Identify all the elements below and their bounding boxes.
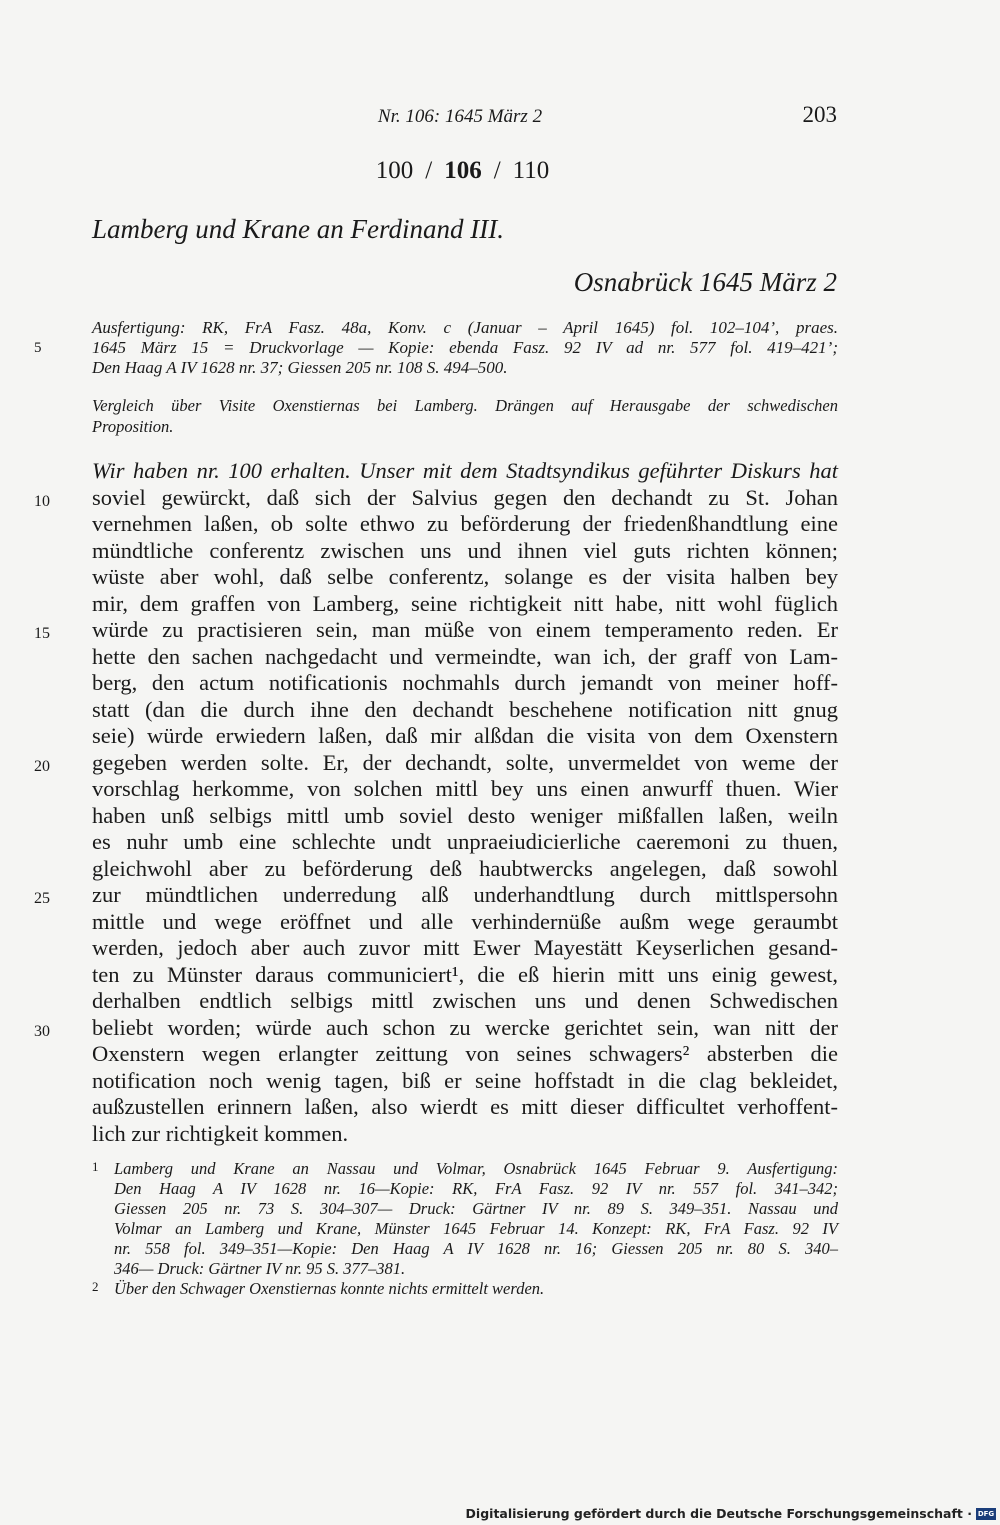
footnote-marker: 1 xyxy=(92,1159,99,1174)
body-line xyxy=(92,988,838,1015)
line-number: 25 xyxy=(34,890,50,907)
footnote-text: nr. 558 fol. 349–351—Kopie: Den Haag A IV 1628 nr. 16; Giessen 205 nr. 80 S. 340– xyxy=(114,1239,838,1258)
body-line xyxy=(34,749,838,777)
footnote-line xyxy=(92,1199,838,1219)
footnote-text: Über den Schwager Oxenstiernas konnte nichts ermittelt werden. xyxy=(114,1279,545,1298)
body-line-text: wüste aber wohl, daß selbe conferentz, solange es der visita halben bey xyxy=(92,564,838,589)
body-line xyxy=(92,909,838,936)
body-line-text: mündtliche conferentz zwischen uns und ihnen viel guts richten können; xyxy=(92,537,838,563)
body-line xyxy=(92,962,838,989)
body-line xyxy=(34,484,838,512)
body-line xyxy=(92,538,838,565)
running-head xyxy=(0,102,1000,132)
source-line: Den Haag A IV 1628 nr. 37; Giessen 205 nr. 108 S. 494–500. xyxy=(92,358,508,377)
body-line xyxy=(92,670,838,697)
line-number: 30 xyxy=(34,1022,50,1040)
body-line-text: außzustellen erinnern laßen, also wierdt es mitt dieser difficultet verhoffent- xyxy=(92,1094,838,1119)
body-line-text: notification noch wenig tagen, biß er seine hoffstadt in die clag bekleidet, xyxy=(92,1067,838,1093)
footnote-line xyxy=(92,1179,838,1199)
footnote-line xyxy=(92,1259,838,1279)
current-document-number: 106 xyxy=(444,157,482,184)
body-line xyxy=(92,935,838,962)
body-line xyxy=(92,564,838,591)
body-line-text: mir, dem graffen von Lamberg, seine richtigkeit nitt habe, nitt wohl füglich xyxy=(92,590,838,616)
body-line-text: derhalben endtlich selbigs mittl zwischen uns und denen Schwedischen xyxy=(92,988,838,1013)
body-line xyxy=(92,829,838,856)
body-line-text: Wir haben nr. 100 erhalten. Unser mit dem Stadtsyndikus geführter Diskurs hat xyxy=(92,458,838,483)
line-number: 5 xyxy=(34,340,42,356)
document-title: Lamberg und Krane an Ferdinand III. xyxy=(92,214,504,244)
document-navigation xyxy=(0,157,925,185)
funding-credit: Digitalisierung gefördert durch die Deutsche Forschungsgemeinschaft · xyxy=(465,1506,972,1521)
next-document-link[interactable]: 110 xyxy=(512,157,550,184)
body-line xyxy=(34,882,838,909)
footnote-text: Den Haag A IV 1628 nr. 16—Kopie: RK, FrA Fasz. 92 IV nr. 557 fol. 341–342; xyxy=(114,1179,838,1198)
body-line xyxy=(92,1094,838,1121)
footnote-line xyxy=(92,1219,838,1239)
body-line xyxy=(92,511,838,538)
dfg-logo: DFG xyxy=(977,1510,995,1518)
source-line: Ausfertigung: RK, FrA Fasz. 48a, Konv. c (Januar – April 1645) fol. 102–104’, praes. xyxy=(92,318,838,337)
line-number: 15 xyxy=(34,625,50,642)
body-line xyxy=(92,458,838,485)
body-line-text: vernehmen laßen, ob solte ethwo zu beförderung der friedenßhandtlung eine xyxy=(92,511,838,536)
body-line-text: ten zu Münster daraus communiciert¹, die eß hierin mitt uns einig gewest, xyxy=(92,961,838,987)
body-line xyxy=(92,856,838,883)
line-number: 20 xyxy=(34,757,50,775)
footer xyxy=(0,1495,1000,1525)
footnote-marker: 2 xyxy=(92,1279,99,1294)
body-line xyxy=(92,644,838,671)
body-line-text: würde zu practisieren sein, man müße von einem temperamento reden. Er xyxy=(92,617,838,642)
body-line-text: hette den sachen nachgedacht und vermeindte, wan ich, der graff von Lam- xyxy=(92,643,838,669)
source-line: 1645 März 15 = Druckvorlage — Kopie: ebenda Fasz. 92 IV ad nr. 577 fol. 419–421’; 5 xyxy=(34,338,838,357)
body-line xyxy=(92,723,838,750)
footnote-text: Giessen 205 nr. 73 S. 304–307— Druck: Gärtner IV nr. 89 S. 349–351. Nassau und xyxy=(114,1199,838,1218)
document-body xyxy=(34,458,838,1147)
body-line-text: zur mündtlichen underredung alß underhandtlung durch mittlspersohn xyxy=(92,882,838,907)
prev-document-link[interactable]: 100 xyxy=(375,157,414,184)
running-head-title: Nr. 106: 1645 März 2 xyxy=(377,106,543,127)
body-line xyxy=(92,1041,838,1068)
body-line-text: werden, jedoch aber auch zuvor mitt Ewer Mayestätt Keyserlichen gesand- xyxy=(92,935,838,960)
footnote-line xyxy=(92,1239,838,1259)
body-line xyxy=(92,591,838,618)
body-line xyxy=(92,1121,838,1148)
body-line-text: haben unß selbigs mittl umb soviel desto weniger mißfallen laßen, weiln xyxy=(92,802,838,828)
body-line-text: mittle und wege eröffnet und alle verhindernüße außm wege geraumbt xyxy=(92,908,838,934)
body-line xyxy=(92,776,838,803)
source-apparatus xyxy=(34,318,838,378)
nav-separator: / xyxy=(425,157,433,184)
summary-line: Proposition. xyxy=(92,417,174,436)
place-date: Osnabrück 1645 März 2 xyxy=(573,267,837,297)
footnote-text: 346— Druck: Gärtner IV nr. 95 S. 377–381. xyxy=(114,1259,406,1278)
body-line-text: beliebt worden; würde auch schon zu wercke gerichtet sein, wan nitt der xyxy=(92,1014,838,1040)
body-line xyxy=(92,803,838,830)
body-line xyxy=(92,697,838,724)
footnote-text: Lamberg und Krane an Nassau und Volmar, Osnabrück 1645 Februar 9. Ausfertigung: xyxy=(114,1159,838,1178)
body-line-text: vorschlag herkomme, von solchen mittl bey uns einen anwurff thuen. Wier xyxy=(92,776,838,801)
body-line-text: lich zur richtigkeit kommen. xyxy=(92,1120,349,1146)
body-line-text: seie) würde erwiedern laßen, daß mir alßdan die visita von dem Oxenstern xyxy=(92,723,838,748)
footnotes xyxy=(92,1159,838,1299)
body-line-text: berg, den actum notificationis nochmahls durch jemandt von meiner hoff- xyxy=(92,670,838,695)
page-number: 203 xyxy=(802,102,837,127)
summary-line: Vergleich über Visite Oxenstiernas bei Lamberg. Drängen auf Herausgabe der schwedischen xyxy=(92,396,838,415)
footnote-line xyxy=(92,1159,838,1179)
body-line-text: Oxenstern wegen erlangter zeittung von seines schwagers² absterben die xyxy=(92,1041,838,1066)
body-line-text: gleichwohl aber zu beförderung deß haubtwercks angelegen, daß sowohl xyxy=(92,855,838,881)
document-summary xyxy=(92,395,838,437)
body-line-text: es nuhr umb eine schlechte undt unpraeiudicierliche caeremoni zu thuen, xyxy=(92,829,838,854)
body-line-text: soviel gewürckt, daß sich der Salvius gegen den dechandt zu St. Johan xyxy=(92,484,838,510)
body-line xyxy=(34,1014,838,1042)
body-line-text: gegeben werden solte. Er, der dechandt, solte, unvermeldet von weme der xyxy=(92,749,838,775)
footnote-text: Volmar an Lamberg und Krane, Münster 1645 Februar 14. Konzept: RK, FrA Fasz. 92 IV xyxy=(114,1219,838,1238)
nav-separator: / xyxy=(493,157,501,184)
body-line-text: statt (dan die durch ihne den dechandt beschehene notification nitt gnug xyxy=(92,696,838,722)
line-number: 10 xyxy=(34,492,50,510)
body-line xyxy=(92,1068,838,1095)
body-line xyxy=(34,617,838,644)
footnote-line xyxy=(92,1279,838,1299)
